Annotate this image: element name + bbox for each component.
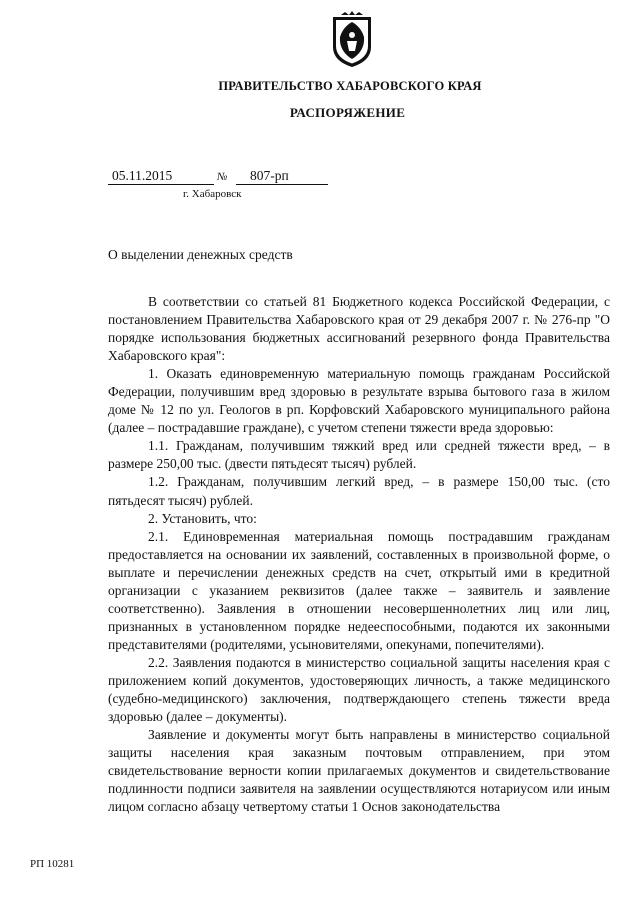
paragraph-1: 1. Оказать единовременную материальную помощь гражданам Российской Федерации, получившим вред здоровью в результате взрыва бытового газа в жилом доме № 12 по ул. Геологов в рп. Корфовский Хабаровского муниципального района (далее – пострадавшие граждане), с учетом степени тяжести вреда здоровью: [108, 366, 610, 436]
paragraph-preamble: В соответствии со статьей 81 Бюджетного кодекса Российской Федерации, с постановлением Правительства Хабаровского края от 29 декабря 2007 г. № 276-пр "О порядке использования бюджетных ассигнований резервного фонда Правительства Хабаровского края": [108, 294, 610, 364]
document-body [108, 293, 610, 816]
paragraph-2: 2. Установить, что: [148, 510, 257, 526]
government-title: ПРАВИТЕЛЬСТВО ХАБАРОВСКОГО КРАЯ [218, 79, 482, 93]
document-subject: О выделении денежных средств [108, 247, 293, 262]
paragraph-2-1: 2.1. Единовременная материальная помощь пострадавшим гражданам предоставляется на основании их заявлений, составленных в произвольной форме, о выплате и перечислении денежных средств на счет, открытый ими в кредитной организации с указанием реквизитов (далее также – заявитель и заявление соответственно). Заявления в отношении несовершеннолетних лиц или лиц, признанных в установленном порядке недееспособными, подаются их законными представителями (родителями, усыновителями, опекунами, попечителями). [108, 528, 610, 652]
document-date: 05.11.2015 [108, 168, 214, 185]
number-sign: № [217, 171, 228, 183]
paragraph-1-2: 1.2. Гражданам, получившим легкий вред, – в размере 150,00 тыс. (сто пятьдесят тысяч) рублей. [108, 474, 610, 508]
paragraph-2-2: 2.2. Заявления подаются в министерство социальной защиты населения края с приложением копий документов, удостоверяющих личность, а также медицинского (судебно-медицинского) заключения, подтверждающего степень тяжести вреда здоровью (далее – документы). [108, 654, 610, 725]
document-type: РАСПОРЯЖЕНИЕ [289, 105, 406, 120]
khabarovsk-coat-of-arms-icon [331, 11, 373, 68]
paragraph-1-1: 1.1. Гражданам, получившим тяжкий вред или средней тяжести вред, – в размере 250,00 тыс. (двести пятьдесят тысяч) рублей. [108, 438, 610, 472]
footer-code: РП 10281 [30, 858, 75, 870]
paragraph-2-2-continued: Заявление и документы могут быть направлены в министерство социальной защиты населения края заказным почтовым отправлением, при этом свидетельствование верности копии прилагаемых документов и свидетельствование подлинности подписи заявителя на заявлении осуществляются нотариусом или иным лицом согласно абзацу четвертому статьи 1 Основ законодательства [108, 727, 610, 815]
city-label: г. Хабаровск [183, 188, 242, 200]
document-number: 807-рп [236, 168, 328, 185]
